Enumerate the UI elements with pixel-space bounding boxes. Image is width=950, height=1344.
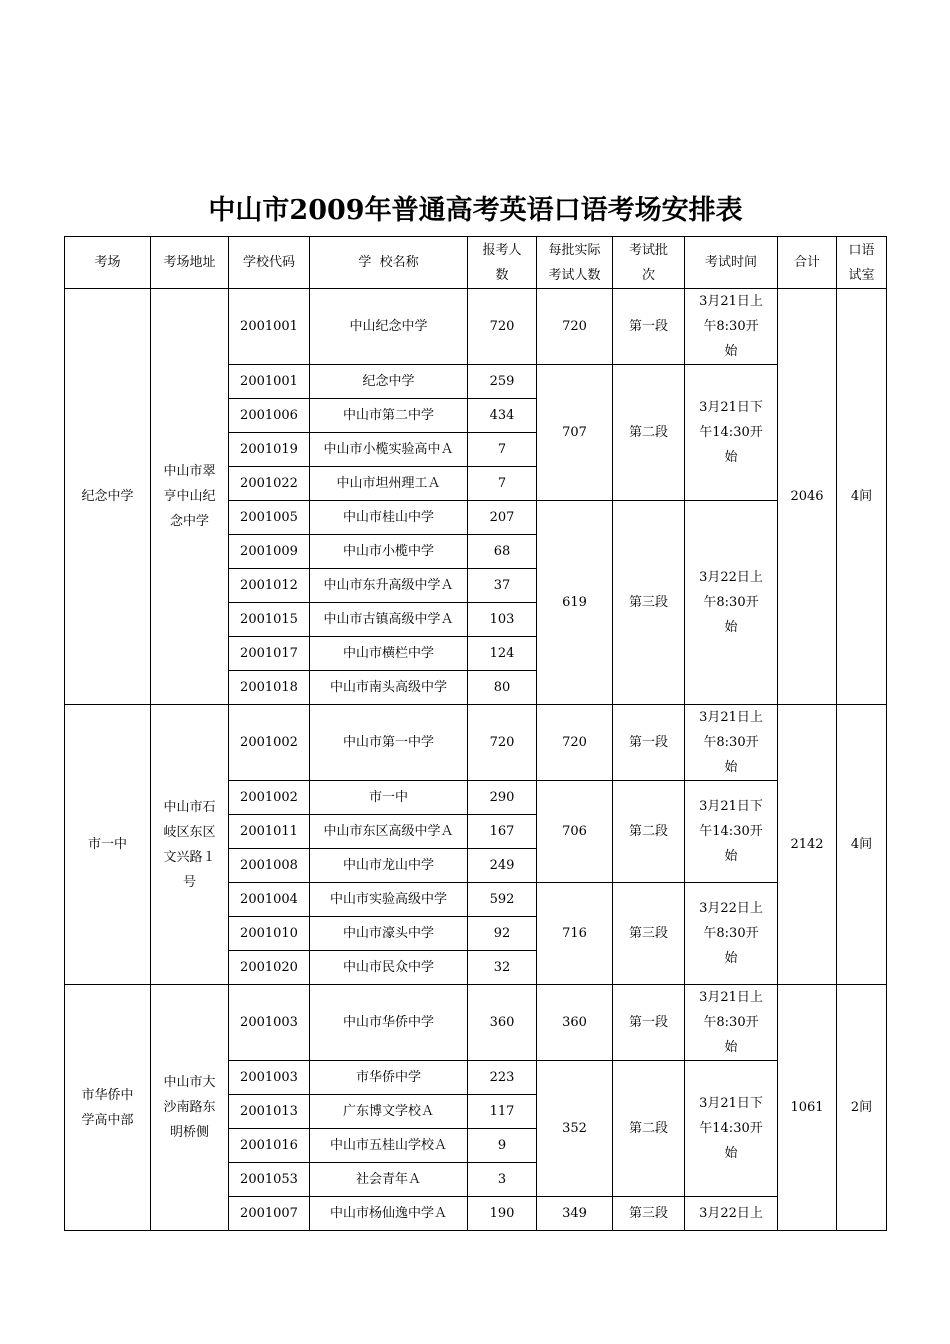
school-code-cell: 2001011	[229, 815, 310, 849]
registered-cell: 9	[468, 1129, 537, 1163]
school-code-cell: 2001007	[229, 1197, 310, 1231]
venue-cell: 市华侨中 学高中部	[65, 985, 151, 1231]
batch-cell: 第一段	[613, 985, 685, 1061]
header-batch: 考试批 次	[613, 237, 685, 289]
registered-cell: 190	[468, 1197, 537, 1231]
batch-actual-cell: 352	[537, 1061, 613, 1197]
exam-time-cell: 3月22日上	[685, 1197, 778, 1231]
batch-cell: 第一段	[613, 705, 685, 781]
school-name-cell: 中山市民众中学	[310, 951, 468, 985]
batch-actual-cell: 706	[537, 781, 613, 883]
oral-room-cell: 4间	[837, 705, 887, 985]
registered-cell: 167	[468, 815, 537, 849]
batch-cell: 第一段	[613, 289, 685, 365]
registered-cell: 37	[468, 569, 537, 603]
header-oral-room: 口语 试室	[837, 237, 887, 289]
registered-cell: 249	[468, 849, 537, 883]
venue-cell: 市一中	[65, 705, 151, 985]
school-name-cell: 中山市横栏中学	[310, 637, 468, 671]
batch-actual-cell: 619	[537, 501, 613, 705]
school-name-cell: 中山市龙山中学	[310, 849, 468, 883]
registered-cell: 80	[468, 671, 537, 705]
total-cell: 2142	[778, 705, 837, 985]
batch-actual-cell: 360	[537, 985, 613, 1061]
school-name-cell: 社会青年Ａ	[310, 1163, 468, 1197]
address-cell: 中山市翠 亨中山纪 念中学	[151, 289, 229, 705]
exam-time-cell: 3月21日下 午14:30开 始	[685, 365, 778, 501]
registered-cell: 720	[468, 289, 537, 365]
table-row	[65, 289, 887, 365]
school-name-cell: 中山市濠头中学	[310, 917, 468, 951]
school-code-cell: 2001005	[229, 501, 310, 535]
batch-cell: 第三段	[613, 1197, 685, 1231]
batch-cell: 第三段	[613, 883, 685, 985]
school-name-cell: 中山市小榄实验高中Ａ	[310, 433, 468, 467]
registered-cell: 434	[468, 399, 537, 433]
venue-cell: 纪念中学	[65, 289, 151, 705]
table-row	[65, 705, 887, 781]
address-cell: 中山市大 沙南路东 明桥侧	[151, 985, 229, 1231]
registered-cell: 124	[468, 637, 537, 671]
school-code-cell: 2001010	[229, 917, 310, 951]
registered-cell: 592	[468, 883, 537, 917]
school-code-cell: 2001008	[229, 849, 310, 883]
school-name-cell: 中山市第一中学	[310, 705, 468, 781]
school-code-cell: 2001006	[229, 399, 310, 433]
school-name-cell: 中山市小榄中学	[310, 535, 468, 569]
school-code-cell: 2001013	[229, 1095, 310, 1129]
school-name-cell: 中山市华侨中学	[310, 985, 468, 1061]
school-code-cell: 2001004	[229, 883, 310, 917]
header-school-name: 学 校名称	[310, 237, 468, 289]
school-name-cell: 市一中	[310, 781, 468, 815]
school-code-cell: 2001015	[229, 603, 310, 637]
registered-cell: 68	[468, 535, 537, 569]
school-name-cell: 中山市实验高级中学	[310, 883, 468, 917]
school-code-cell: 2001003	[229, 1061, 310, 1095]
school-name-cell: 中山市南头高级中学	[310, 671, 468, 705]
school-name-cell: 广东博文学校Ａ	[310, 1095, 468, 1129]
exam-time-cell: 3月21日上 午8:30开 始	[685, 705, 778, 781]
school-code-cell: 2001019	[229, 433, 310, 467]
batch-actual-cell: 707	[537, 365, 613, 501]
school-code-cell: 2001001	[229, 289, 310, 365]
school-name-cell: 中山市东升高级中学Ａ	[310, 569, 468, 603]
header-batch-actual: 每批实际 考试人数	[537, 237, 613, 289]
header-school-code: 学校代码	[229, 237, 310, 289]
batch-actual-cell: 720	[537, 289, 613, 365]
school-code-cell: 2001002	[229, 705, 310, 781]
header-total: 合计	[778, 237, 837, 289]
registered-cell: 259	[468, 365, 537, 399]
school-name-cell: 中山市五桂山学校Ａ	[310, 1129, 468, 1163]
batch-actual-cell: 349	[537, 1197, 613, 1231]
exam-time-cell: 3月21日上 午8:30开 始	[685, 985, 778, 1061]
school-name-cell: 纪念中学	[310, 365, 468, 399]
registered-cell: 32	[468, 951, 537, 985]
registered-cell: 360	[468, 985, 537, 1061]
batch-actual-cell: 720	[537, 705, 613, 781]
address-cell: 中山市石 岐区东区 文兴路１ 号	[151, 705, 229, 985]
batch-cell: 第二段	[613, 365, 685, 501]
school-name-cell: 市华侨中学	[310, 1061, 468, 1095]
registered-cell: 207	[468, 501, 537, 535]
school-name-cell: 中山市东区高级中学Ａ	[310, 815, 468, 849]
school-code-cell: 2001017	[229, 637, 310, 671]
exam-time-cell: 3月21日上 午8:30开 始	[685, 289, 778, 365]
exam-time-cell: 3月22日上 午8:30开 始	[685, 501, 778, 705]
school-code-cell: 2001001	[229, 365, 310, 399]
exam-time-cell: 3月22日上 午8:30开 始	[685, 883, 778, 985]
registered-cell: 223	[468, 1061, 537, 1095]
header-exam-time: 考试时间	[685, 237, 778, 289]
school-code-cell: 2001022	[229, 467, 310, 501]
school-code-cell: 2001020	[229, 951, 310, 985]
batch-cell: 第二段	[613, 1061, 685, 1197]
oral-room-cell: 2间	[837, 985, 887, 1231]
school-code-cell: 2001053	[229, 1163, 310, 1197]
header-registered: 报考人 数	[468, 237, 537, 289]
school-code-cell: 2001002	[229, 781, 310, 815]
total-cell: 1061	[778, 985, 837, 1231]
registered-cell: 720	[468, 705, 537, 781]
total-cell: 2046	[778, 289, 837, 705]
batch-cell: 第三段	[613, 501, 685, 705]
registered-cell: 103	[468, 603, 537, 637]
batch-cell: 第二段	[613, 781, 685, 883]
table-row	[65, 985, 887, 1061]
exam-schedule-table	[64, 236, 887, 1231]
registered-cell: 3	[468, 1163, 537, 1197]
header-address: 考场地址	[151, 237, 229, 289]
table-header-row	[65, 237, 887, 289]
school-name-cell: 中山市古镇高级中学Ａ	[310, 603, 468, 637]
school-code-cell: 2001009	[229, 535, 310, 569]
registered-cell: 7	[468, 467, 537, 501]
school-code-cell: 2001018	[229, 671, 310, 705]
registered-cell: 7	[468, 433, 537, 467]
school-code-cell: 2001003	[229, 985, 310, 1061]
school-name-cell: 中山市坦州理工Ａ	[310, 467, 468, 501]
header-venue: 考场	[65, 237, 151, 289]
school-name-cell: 中山市第二中学	[310, 399, 468, 433]
page-title: 中山市2009年普通高考英语口语考场安排表	[208, 195, 743, 226]
registered-cell: 92	[468, 917, 537, 951]
school-code-cell: 2001012	[229, 569, 310, 603]
school-name-cell: 中山纪念中学	[310, 289, 468, 365]
exam-time-cell: 3月21日下 午14:30开 始	[685, 1061, 778, 1197]
school-name-cell: 中山市杨仙逸中学Ａ	[310, 1197, 468, 1231]
school-name-cell: 中山市桂山中学	[310, 501, 468, 535]
batch-actual-cell: 716	[537, 883, 613, 985]
exam-time-cell: 3月21日下 午14:30开 始	[685, 781, 778, 883]
oral-room-cell: 4间	[837, 289, 887, 705]
registered-cell: 290	[468, 781, 537, 815]
registered-cell: 117	[468, 1095, 537, 1129]
school-code-cell: 2001016	[229, 1129, 310, 1163]
